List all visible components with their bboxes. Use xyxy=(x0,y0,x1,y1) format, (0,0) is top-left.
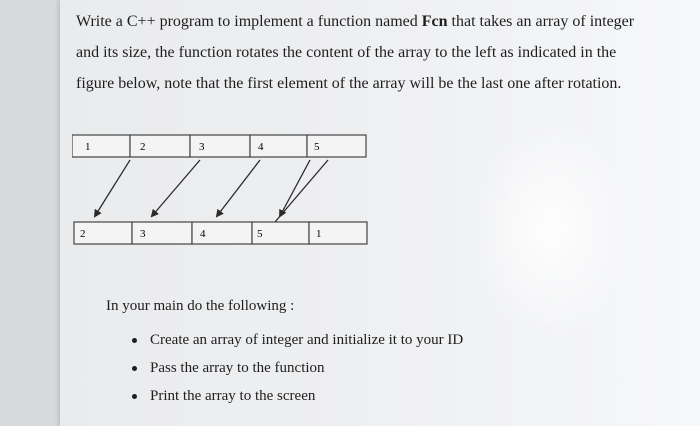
rotation-arrows xyxy=(95,160,310,216)
after-value-1: 2 xyxy=(80,228,86,240)
list-item: Pass the array to the function xyxy=(128,361,463,389)
before-value-1: 1 xyxy=(85,141,91,153)
before-value-5: 5 xyxy=(314,141,320,153)
before-cell-1 xyxy=(72,135,130,157)
bullet-icon xyxy=(132,338,137,343)
problem-statement xyxy=(76,6,698,99)
after-value-5: 1 xyxy=(316,228,322,240)
arrow-4-to-3 xyxy=(217,160,260,216)
before-value-4: 4 xyxy=(258,141,264,153)
before-value-3: 3 xyxy=(199,141,205,153)
arrow-3-to-2 xyxy=(152,160,200,216)
statement-line-1: Write a C++ program to implement a function named Fcn that takes an array of integer xyxy=(76,13,635,30)
wrap-line-1 xyxy=(275,160,328,222)
array-before xyxy=(72,135,366,157)
list-item: Print the array to the screen xyxy=(128,389,463,417)
rotation-diagram xyxy=(72,130,372,250)
instruction-list xyxy=(128,333,463,417)
statement-line-3: figure below, note that the first element of the array will be the last one after rotation. xyxy=(76,75,622,92)
before-value-2: 2 xyxy=(140,141,146,153)
after-value-4: 5 xyxy=(257,228,263,240)
statement-line-2: and its size, the function rotates the content of the array to the left as indicated in the xyxy=(76,44,617,61)
list-item: Create an array of integer and initialize it to your ID xyxy=(128,333,463,361)
bullet-icon xyxy=(132,394,137,399)
main-instructions xyxy=(106,298,294,323)
instructions-heading: In your main do the following : xyxy=(106,298,295,314)
before-cell-2 xyxy=(130,135,190,157)
arrow-2-to-1 xyxy=(95,160,130,216)
bullet-icon xyxy=(132,366,137,371)
array-after xyxy=(74,222,367,244)
after-value-2: 3 xyxy=(140,228,146,240)
after-value-3: 4 xyxy=(200,228,206,240)
arrow-5-to-4 xyxy=(280,160,310,216)
function-name: Fcn xyxy=(421,13,448,30)
